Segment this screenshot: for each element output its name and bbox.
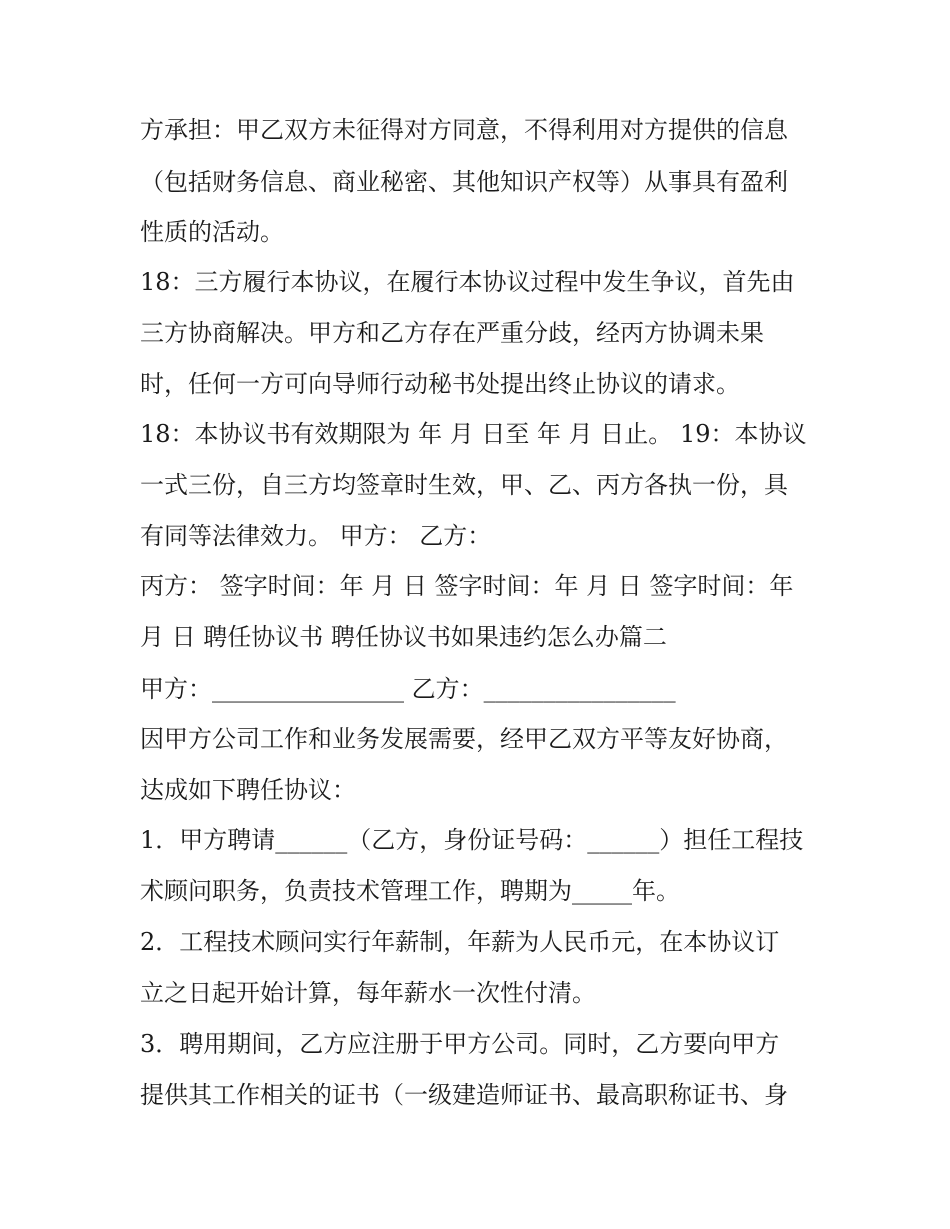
text-line: 甲方：________________ 乙方：________________ (140, 675, 676, 703)
text-line: 2．工程技术顾问实行年薪制，年薪为人民币元，在本协议订 (140, 928, 780, 956)
text-line: 方承担：甲乙双方未征得对方同意，不得利用对方提供的信息 (140, 116, 788, 144)
text-line: 有同等法律效力。 甲方： 乙方： (140, 522, 492, 550)
text-line: 提供其工作相关的证书（一级建造师证书、最高职称证书、身 (140, 1081, 788, 1109)
text-line: （包括财务信息、商业秘密、其他知识产权等）从事具有盈利 (140, 168, 788, 196)
text-line: 丙方： 签字时间：年 月 日 签字时间：年 月 日 签字时间：年 (140, 572, 794, 600)
text-line: 一式三份，自三方均签章时生效，甲、乙、丙方各执一份，具 (140, 471, 788, 499)
text-line: 18：三方履行本协议，在履行本协议过程中发生争议，首先由 (140, 268, 795, 296)
text-line: 因甲方公司工作和业务发展需要，经甲乙双方平等友好协商， (140, 725, 788, 753)
text-line: 月 日 聘任协议书 聘任协议书如果违约怎么办篇二 (140, 623, 667, 651)
text-line: 术顾问职务，负责技术管理工作，聘期为_____年。 (140, 877, 680, 905)
text-line: 18：本协议书有效期限为 年 月 日至 年 月 日止。 19：本协议 (140, 420, 807, 448)
text-line: 三方协商解决。甲方和乙方存在严重分歧，经丙方协调未果 (140, 319, 764, 347)
text-line: 立之日起开始计算，每年薪水一次性付清。 (140, 979, 596, 1007)
text-line: 性质的活动。 (140, 218, 284, 246)
text-line: 3．聘用期间，乙方应注册于甲方公司。同时，乙方要向甲方 (140, 1030, 780, 1058)
text-line: 时，任何一方可向导师行动秘书处提出终止协议的请求。 (140, 370, 740, 398)
text-line: 达成如下聘任协议： (140, 776, 356, 804)
text-line: 1．甲方聘请______（乙方，身份证号码：______）担任工程技 (140, 826, 804, 854)
